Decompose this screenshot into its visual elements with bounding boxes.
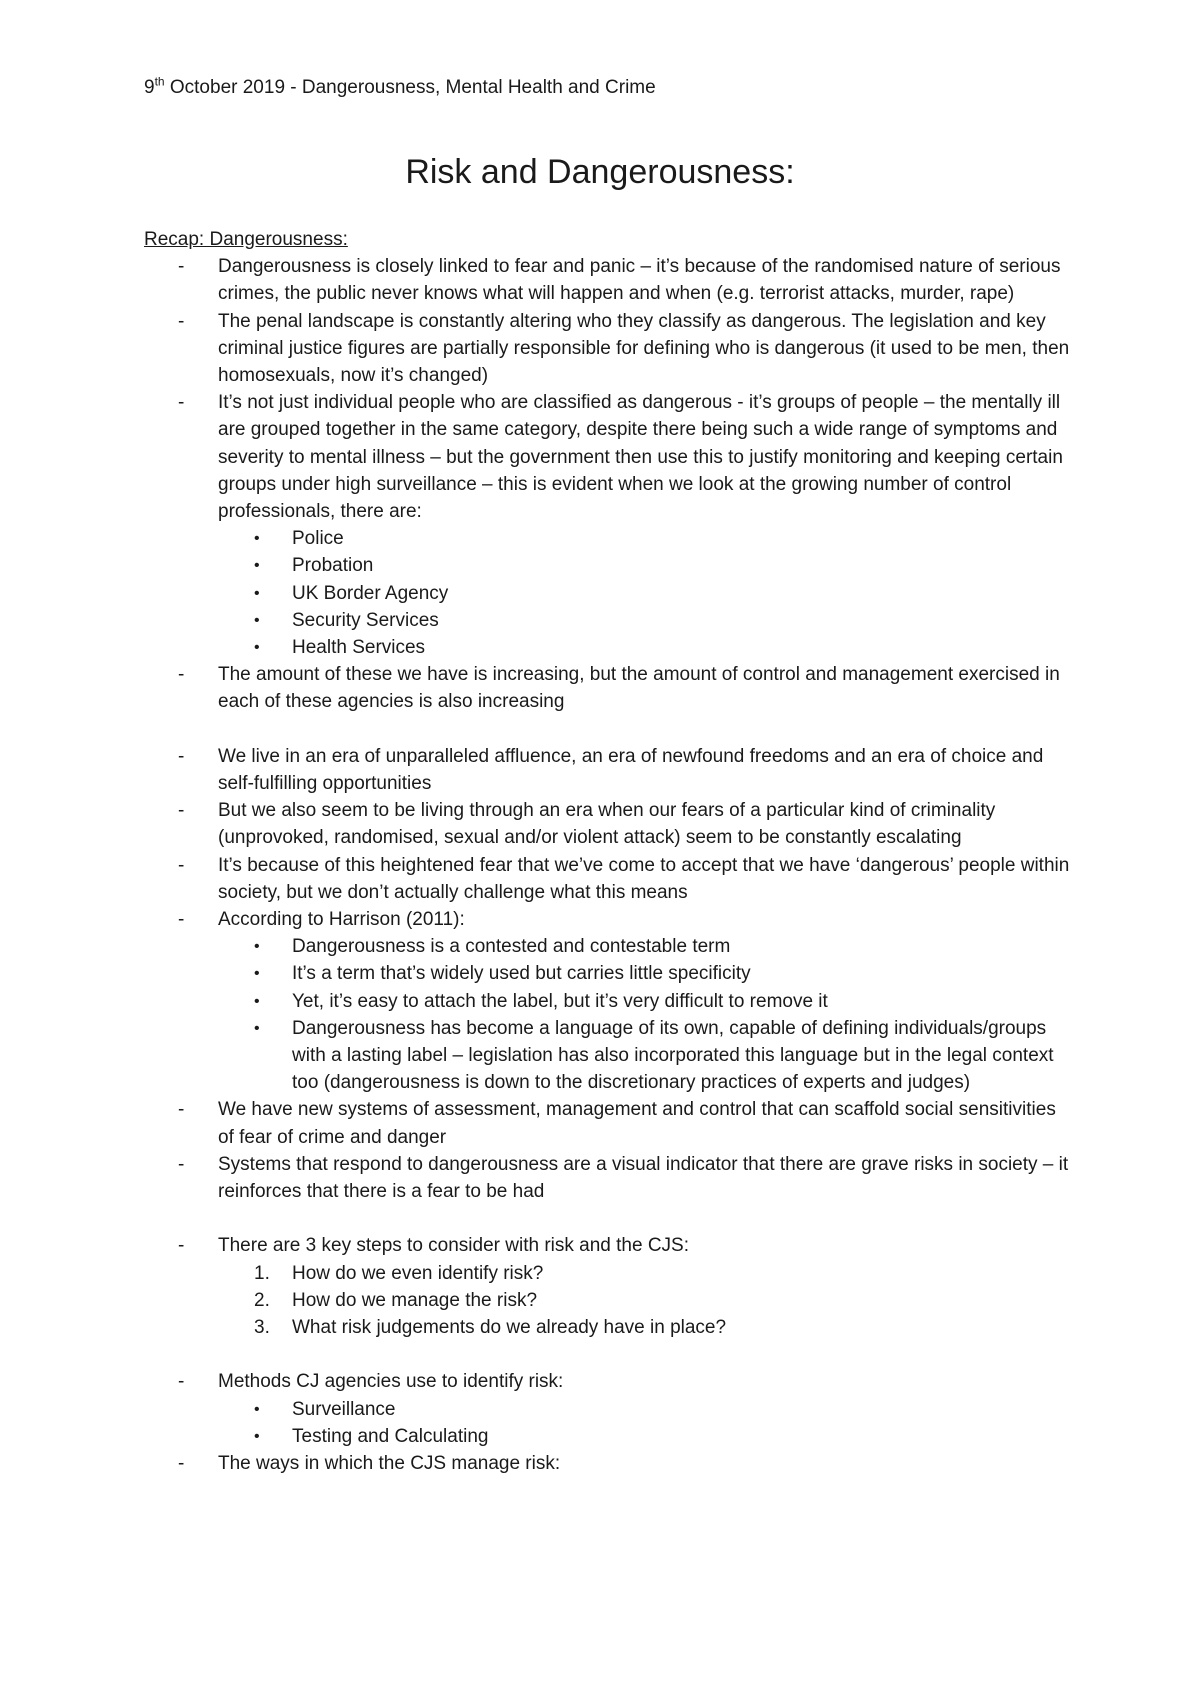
bullet-item	[144, 580, 1074, 607]
number-marker: 3.	[254, 1317, 270, 1339]
dash-marker: -	[178, 800, 185, 822]
dash-marker: -	[178, 256, 185, 278]
numbered-item-text: What risk judgements do we already have in place?	[292, 1317, 727, 1339]
dash-item-text: We live in an era of unparalleled affluence, an era of newfound freedoms and an era of choice and self-fulfilling opportunities	[218, 745, 1044, 795]
bullet-marker: •	[254, 611, 260, 629]
dash-item	[144, 389, 1074, 525]
bullet-item	[144, 960, 1074, 987]
number-marker: 2.	[254, 1289, 270, 1311]
bullet-item	[144, 1396, 1074, 1423]
bullet-item-text: Probation	[292, 555, 374, 577]
bullet-marker: •	[254, 584, 260, 602]
bullet-marker: •	[254, 530, 260, 548]
bullet-item	[144, 525, 1074, 552]
bullet-marker: •	[254, 965, 260, 983]
numbered-item	[144, 1260, 1074, 1287]
bullet-item	[144, 634, 1074, 661]
dash-item-text: It’s because of this heightened fear that we’ve come to accept that we have ‘dangerous’ people within society, but we don’t actually challenge what this means	[218, 854, 1070, 903]
bullet-item	[144, 607, 1074, 634]
header-day-suffix: th	[154, 74, 165, 89]
bullet-marker: •	[254, 1400, 260, 1418]
numbered-item	[144, 1287, 1074, 1314]
dash-item	[144, 1368, 1074, 1395]
bullet-marker: •	[254, 938, 260, 956]
dash-marker: -	[178, 1453, 185, 1475]
bullet-marker: •	[254, 992, 260, 1010]
bullet-item-text: Dangerousness is a contested and contestable term	[292, 936, 731, 958]
bullet-item-text: Yet, it’s easy to attach the label, but it’s very difficult to remove it	[292, 990, 828, 1012]
dash-item	[144, 1450, 1074, 1477]
blank-line	[144, 716, 1074, 743]
dash-marker: -	[178, 392, 185, 414]
bullet-item	[144, 933, 1074, 960]
dash-item-text: But we also seem to be living through an era when our fears of a particular kind of criminality (unprovoked, randomised, sexual and/or violent attack) seem to be constantly escalating	[218, 800, 996, 849]
dash-marker: -	[178, 1153, 185, 1175]
dash-item-text: The penal landscape is constantly altering who they classify as dangerous. The legislation and key criminal justice figures are partially responsible for defining who is dangerous (it used to be men, then homosexuals, now it’s changed)	[218, 310, 1070, 387]
dash-item	[144, 308, 1074, 390]
numbered-item	[144, 1314, 1074, 1341]
dash-item-text: According to Harrison (2011):	[218, 909, 465, 931]
bullet-item-text: UK Border Agency	[292, 582, 449, 604]
bullet-item	[144, 552, 1074, 579]
dash-item-text: Dangerousness is closely linked to fear and panic – it’s because of the randomised nature of serious crimes, the public never knows what will happen and when (e.g. terrorist attacks, murder, rape)	[218, 256, 1061, 305]
blank-line	[144, 1205, 1074, 1232]
dash-item-text: Systems that respond to dangerousness are a visual indicator that there are grave risks in society – it reinforces that there is a fear to be had	[218, 1153, 1069, 1203]
dash-item	[144, 743, 1074, 797]
dash-item	[144, 906, 1074, 933]
dash-item	[144, 797, 1074, 851]
bullet-marker: •	[254, 1019, 260, 1037]
dash-marker: -	[178, 854, 185, 876]
dash-item-text: The ways in which the CJS manage risk:	[218, 1453, 561, 1475]
dash-item	[144, 852, 1074, 906]
number-marker: 1.	[254, 1262, 270, 1284]
bullet-item-text: Dangerousness has become a language of its own, capable of defining individuals/groups with a lasting label – legislation has also incorporated this language but in the legal context too (dangerousness is down to the discretionary practices of experts and judges)	[292, 1017, 1054, 1094]
dash-item	[144, 253, 1074, 307]
page-title: Risk and Dangerousness:	[405, 153, 795, 191]
dash-item	[144, 661, 1074, 715]
bullet-marker: •	[254, 1427, 260, 1445]
dash-item	[144, 1096, 1074, 1150]
dash-marker: -	[178, 664, 185, 686]
dash-item-text: The amount of these we have is increasing, but the amount of control and management exercised in each of these agencies is also increasing	[218, 664, 1060, 713]
bullet-item-text: Health Services	[292, 637, 426, 659]
dash-marker: -	[178, 1371, 185, 1393]
bullet-item-text: Surveillance	[292, 1398, 396, 1420]
dash-item-text: Methods CJ agencies use to identify risk:	[218, 1371, 564, 1393]
dash-marker: -	[178, 909, 185, 931]
numbered-item-text: How do we even identify risk?	[292, 1262, 544, 1284]
header-text: October 2019 - Dangerousness, Mental Health and Crime	[164, 77, 656, 98]
bullet-item-text: Security Services	[292, 609, 439, 631]
bullet-item	[144, 1015, 1074, 1097]
document-body	[144, 226, 1074, 1477]
bullet-item	[144, 1423, 1074, 1450]
dash-item	[144, 1151, 1074, 1205]
bullet-item-text: It’s a term that’s widely used but carries little specificity	[292, 963, 751, 985]
dash-marker: -	[178, 745, 185, 767]
blank-line	[144, 1341, 1074, 1368]
dash-marker: -	[178, 1099, 185, 1121]
dash-marker: -	[178, 310, 185, 332]
bullet-marker: •	[254, 557, 260, 575]
header-day: 9	[144, 77, 155, 98]
page-header	[144, 74, 656, 101]
bullet-item-text: Police	[292, 528, 344, 550]
recap-heading: Recap: Dangerousness:	[144, 229, 348, 250]
numbered-item-text: How do we manage the risk?	[292, 1289, 538, 1311]
dash-item-text: It’s not just individual people who are classified as dangerous - it’s groups of people – the mentally ill are grouped together in the same category, despite there being such a wide range of symptoms and severity to mental illness – but the government then use this to justify monitoring and keeping certain groups under high surveillance – this is evident when we look at the growing number of control professionals, there are:	[218, 392, 1063, 523]
bullet-item	[144, 988, 1074, 1015]
dash-item-text: There are 3 key steps to consider with risk and the CJS:	[218, 1235, 689, 1257]
dash-item	[144, 1232, 1074, 1259]
bullet-item-text: Testing and Calculating	[292, 1425, 489, 1447]
dash-marker: -	[178, 1235, 185, 1257]
bullet-marker: •	[254, 639, 260, 657]
dash-item-text: We have new systems of assessment, management and control that can scaffold social sensitivities of fear of crime and danger	[218, 1099, 1056, 1148]
